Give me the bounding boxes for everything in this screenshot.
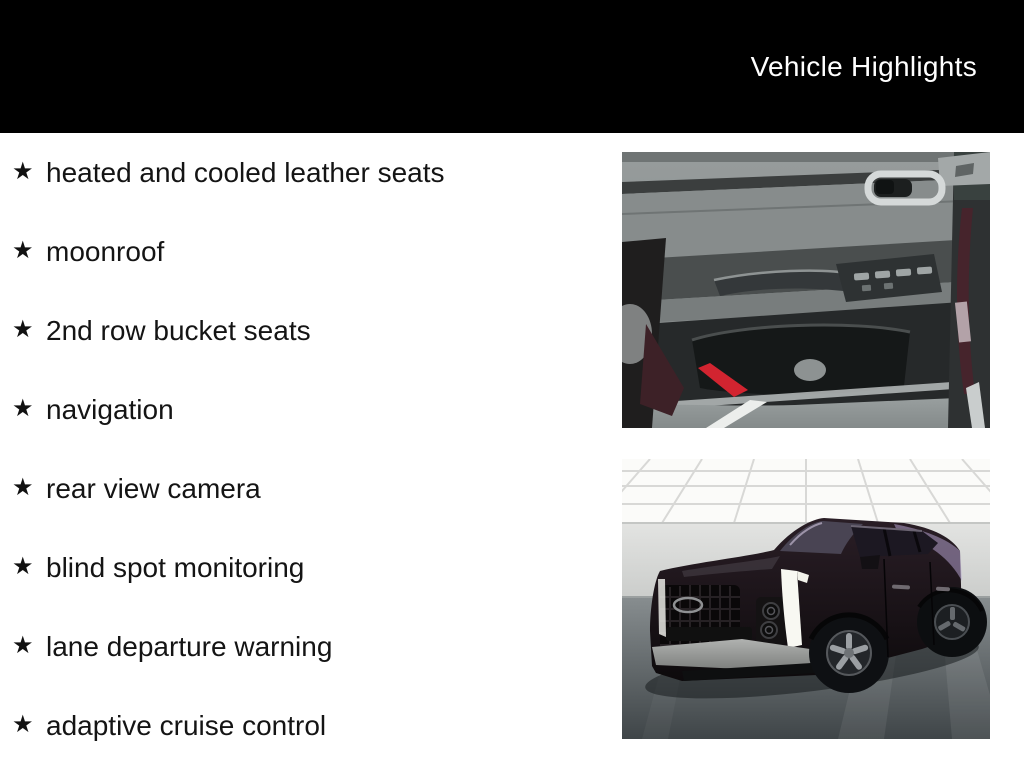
feature-label: lane departure warning bbox=[46, 630, 333, 662]
feature-item bbox=[12, 212, 572, 291]
suv-illustration bbox=[622, 459, 990, 739]
feature-label: rear view camera bbox=[46, 472, 261, 504]
feature-label: 2nd row bucket seats bbox=[46, 314, 311, 346]
star-bullet-icon: ★ bbox=[12, 394, 34, 422]
star-bullet-icon: ★ bbox=[12, 236, 34, 264]
feature-label: adaptive cruise control bbox=[46, 709, 327, 741]
star-bullet-icon: ★ bbox=[12, 157, 34, 185]
feature-label: heated and cooled leather seats bbox=[46, 156, 445, 188]
feature-item bbox=[12, 607, 572, 686]
star-bullet-icon: ★ bbox=[12, 552, 34, 580]
star-bullet-icon: ★ bbox=[12, 710, 34, 738]
feature-item bbox=[12, 449, 572, 528]
star-bullet-icon: ★ bbox=[12, 473, 34, 501]
feature-item bbox=[12, 528, 572, 607]
feature-item bbox=[12, 370, 572, 449]
slide-header bbox=[0, 0, 1024, 133]
star-bullet-icon: ★ bbox=[12, 631, 34, 659]
feature-label: navigation bbox=[46, 393, 174, 425]
feature-label: blind spot monitoring bbox=[46, 551, 305, 583]
feature-item bbox=[12, 133, 572, 212]
suv-showroom-photo bbox=[622, 459, 990, 739]
car-door-interior-photo bbox=[622, 152, 990, 428]
feature-item bbox=[12, 291, 572, 370]
features-list bbox=[12, 133, 572, 765]
page-title: Vehicle Highlights bbox=[750, 50, 977, 82]
star-bullet-icon: ★ bbox=[12, 315, 34, 343]
feature-item bbox=[12, 686, 572, 765]
feature-label: moonroof bbox=[46, 235, 165, 267]
door-panel-illustration bbox=[622, 152, 990, 428]
